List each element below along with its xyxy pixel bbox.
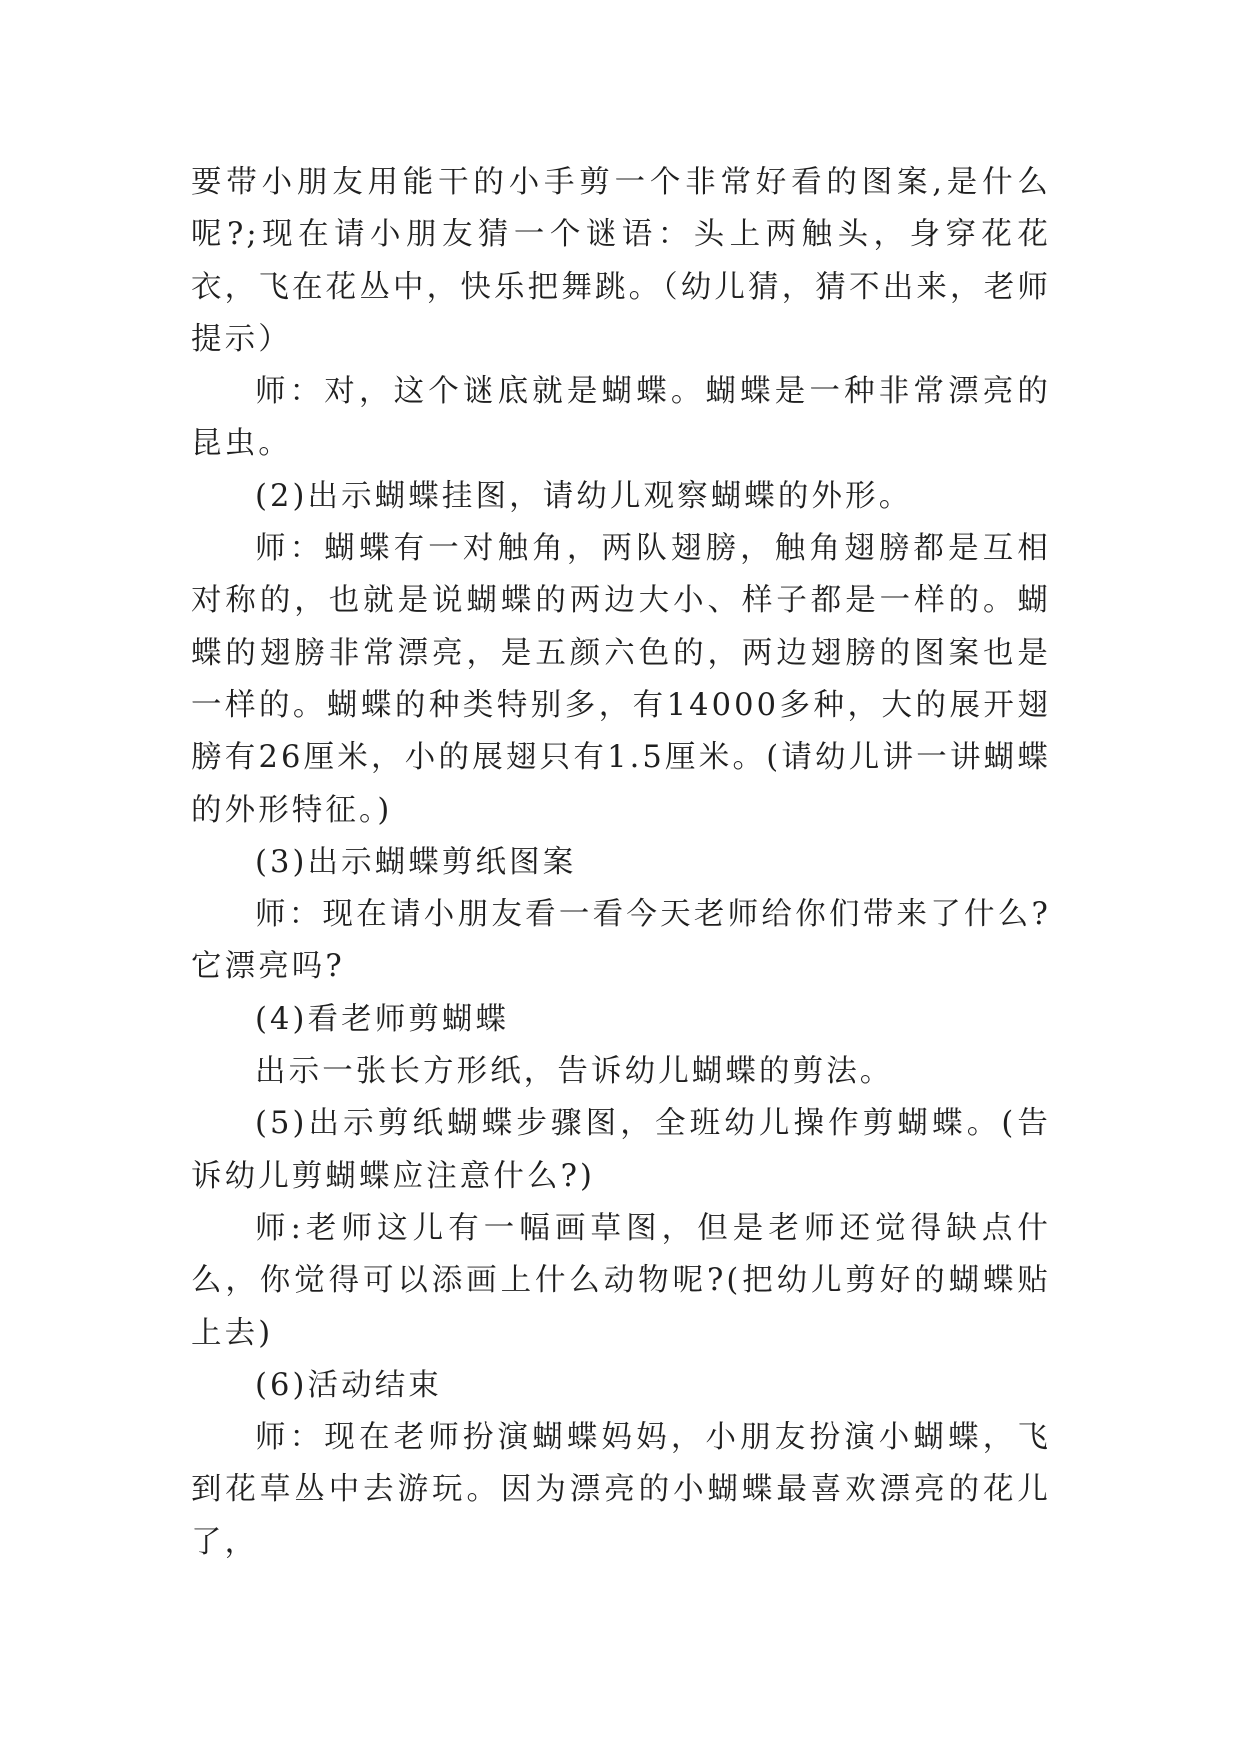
paragraph-cutting-method: 出示一张长方形纸，告诉幼儿蝴蝶的剪法。 bbox=[255, 1054, 894, 1090]
paragraph-step-2: (2)出示蝴蝶挂图，请幼儿观察蝴蝶的外形。 bbox=[255, 478, 913, 514]
paragraph-teacher-question: 师：现在请小朋友看一看今天老师给你们带来了什么?它漂亮吗? bbox=[191, 897, 1051, 985]
document-body bbox=[191, 157, 1051, 1569]
paragraph-activity-ending: 师：现在老师扮演蝴蝶妈妈，小朋友扮演小蝴蝶，飞到花草丛中去游玩。因为漂亮的小蝴蝶最喜欢漂亮的花儿了， bbox=[191, 1420, 1051, 1560]
paragraph-butterfly-description: 师：蝴蝶有一对触角，两队翅膀，触角翅膀都是互相对称的，也就是说蝴蝶的两边大小、样子都是一样的。蝴蝶的翅膀非常漂亮，是五颜六色的，两边翅膀的图案也是一样的。蝴蝶的种类特别多，有14000多种，大的展开翅膀有26厘米，小的展翅只有1.5厘米。(请幼儿讲一讲蝴蝶的外形特征。) bbox=[191, 531, 1051, 828]
paragraph-riddle-answer: 师：对，这个谜底就是蝴蝶。蝴蝶是一种非常漂亮的昆虫。 bbox=[191, 374, 1051, 462]
paragraph-step-5: (5)出示剪纸蝴蝶步骤图，全班幼儿操作剪蝴蝶。(告诉幼儿剪蝴蝶应注意什么?) bbox=[191, 1106, 1051, 1194]
paragraph-drawing-addition: 师:老师这儿有一幅画草图，但是老师还觉得缺点什么，你觉得可以添画上什么动物呢?(把幼儿剪好的蝴蝶贴上去) bbox=[191, 1210, 1051, 1351]
paragraph-step-6: (6)活动结束 bbox=[255, 1367, 442, 1403]
paragraph-riddle-intro: 要带小朋友用能干的小手剪一个非常好看的图案,是什么呢?;现在请小朋友猜一个谜语：头上两触头，身穿花花衣，飞在花丛中，快乐把舞跳。（幼儿猜，猜不出来，老师提示） bbox=[191, 165, 1051, 357]
paragraph-step-3: (3)出示蝴蝶剪纸图案 bbox=[255, 844, 577, 880]
paragraph-step-4: (4)看老师剪蝴蝶 bbox=[255, 1001, 510, 1037]
